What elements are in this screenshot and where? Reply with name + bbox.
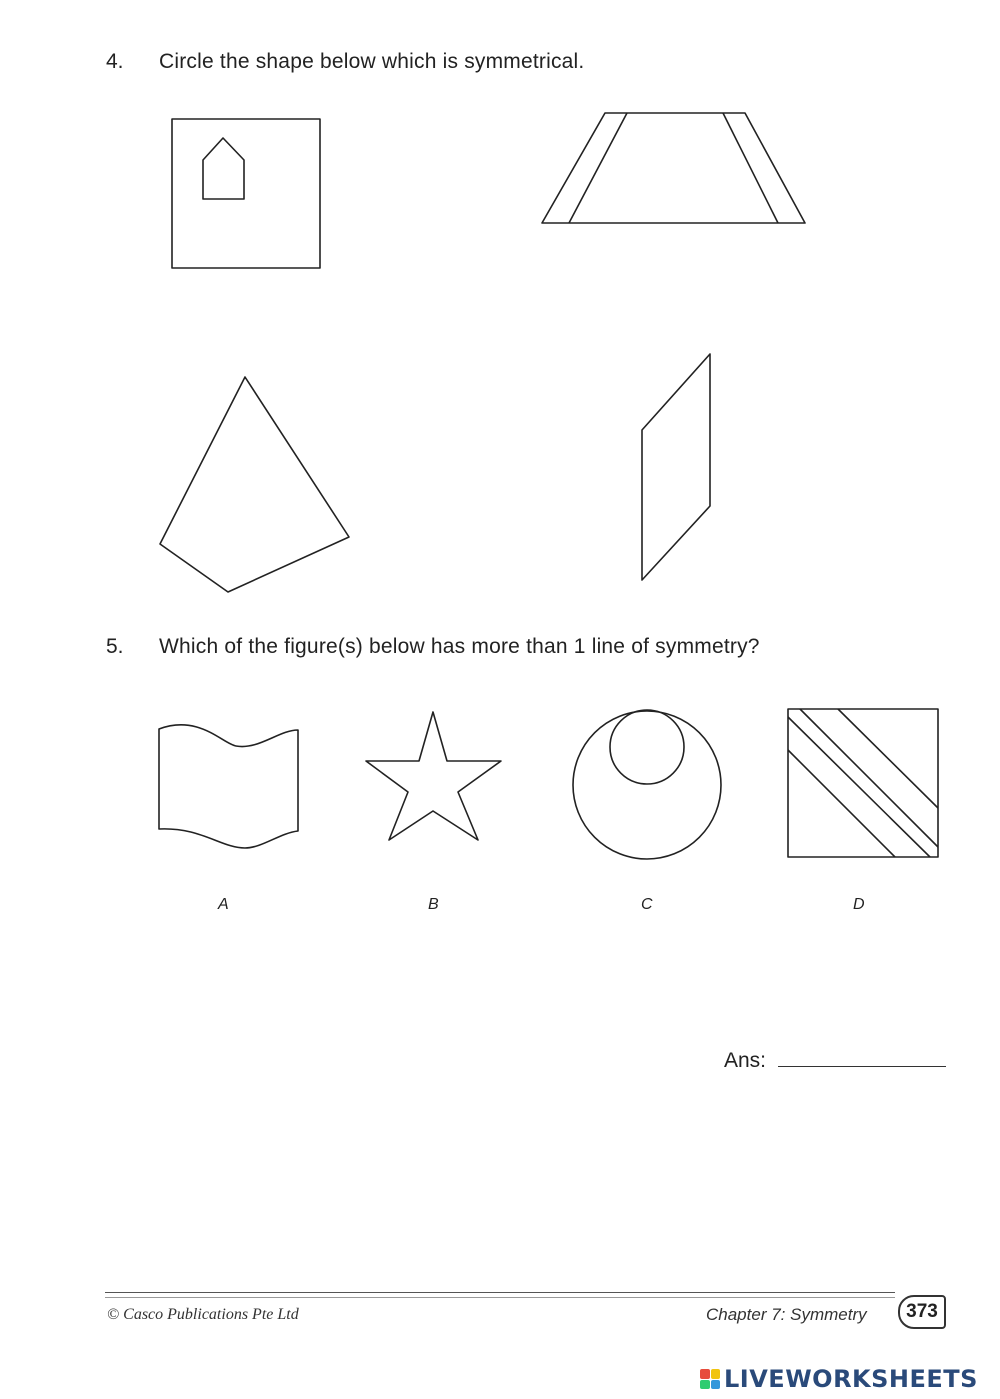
- footer-divider: [105, 1292, 895, 1293]
- logo-square-red: [700, 1369, 710, 1379]
- option-d-label: D: [853, 896, 865, 913]
- liveworksheets-logo-icon: [700, 1369, 720, 1389]
- option-a-label: A: [218, 896, 229, 913]
- q4-trapezoid-shape[interactable]: [542, 113, 805, 223]
- logo-square-blue: [711, 1380, 721, 1390]
- q4-square-with-house-shape[interactable]: [172, 119, 320, 268]
- page-number-badge: 373: [898, 1295, 946, 1329]
- q5-option-a-flag-shape[interactable]: [159, 725, 298, 848]
- q5-option-b-star-shape[interactable]: [366, 712, 501, 840]
- option-b-label: B: [428, 896, 439, 913]
- question-4-text: Circle the shape below which is symmetrical.: [159, 50, 585, 73]
- publisher-credit: © Casco Publications Pte Ltd: [107, 1306, 299, 1323]
- q4-parallelogram-shape[interactable]: [642, 354, 710, 580]
- question-5-text: Which of the figure(s) below has more than 1 line of symmetry?: [159, 635, 760, 658]
- option-c-label: C: [641, 896, 653, 913]
- logo-square-yellow: [711, 1369, 721, 1379]
- chapter-title: Chapter 7: Symmetry: [706, 1305, 867, 1324]
- question-5-number: 5.: [106, 635, 124, 658]
- footer-divider-secondary: [105, 1297, 895, 1298]
- q5-option-c-circles-shape[interactable]: [573, 710, 721, 859]
- answer-input[interactable]: [778, 1044, 950, 1068]
- liveworksheets-brand: [700, 1364, 978, 1394]
- q4-quadrilateral-shape[interactable]: [160, 377, 349, 592]
- brand-name: LIVEWORKSHEETS: [724, 1365, 978, 1393]
- q5-option-d-striped-square-shape[interactable]: [788, 709, 938, 857]
- logo-square-green: [700, 1380, 710, 1390]
- answer-label: Ans:: [724, 1049, 767, 1072]
- question-4-number: 4.: [106, 50, 124, 73]
